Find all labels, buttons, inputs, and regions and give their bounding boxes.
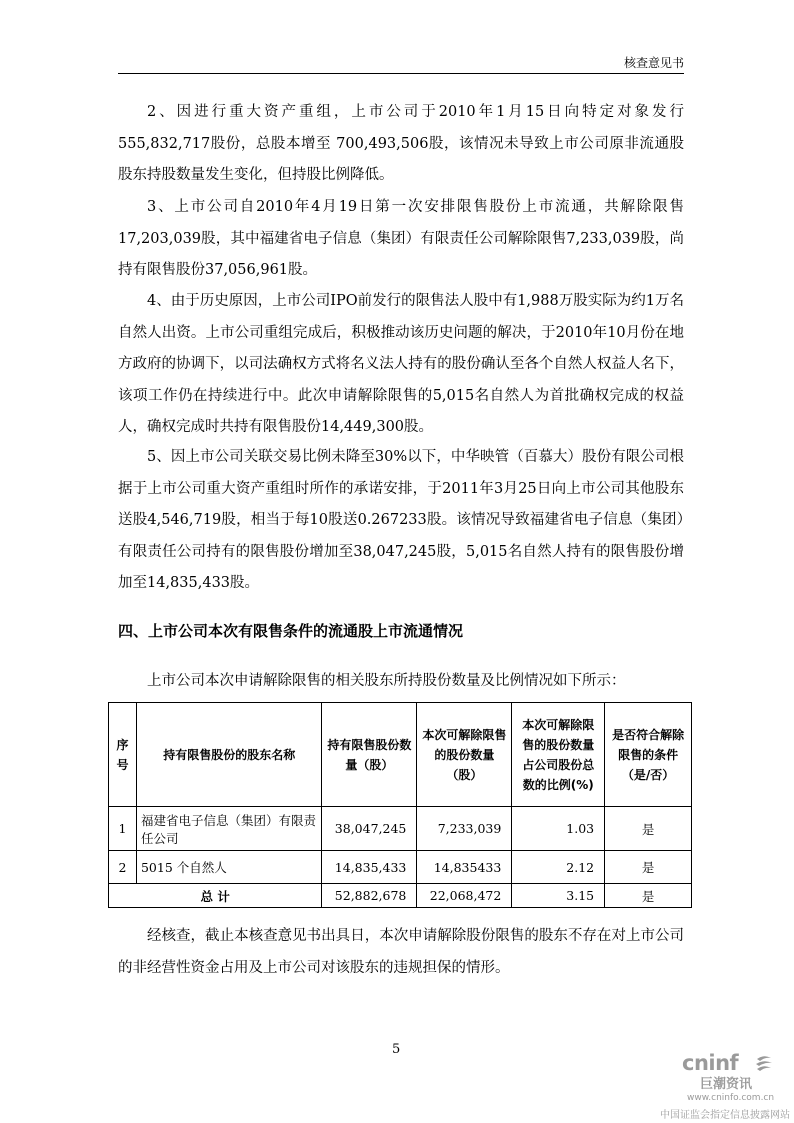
cninfo-watermark-logo xyxy=(660,1045,794,1123)
table-total-row xyxy=(109,884,692,908)
paragraph-3: 3、上市公司自2010年4月19日第一次安排限售股份上市流通，共解除限售17,203,039股，其中福建省电子信息（集团）有限责任公司解除限售7,233,039股，尚持有限售股份37,056,961股。 xyxy=(118,199,684,278)
total-held: 52,882,678 xyxy=(322,884,417,908)
row-ratio: 1.03 xyxy=(512,807,605,851)
paragraph-4: 4、由于历史原因，上市公司IPO前发行的限售法人股中有1,988万股实际为约1万名自然人出资。上市公司重组完成后，积极推动该历史问题的解决，于2010年10月份在地方政府的协调下，以司法确权方式将名义法人持有的股份确认至各个自然人权益人名下，该项工作仍在持续进行中。此次申请解除限售的5,015名自然人为首批确权完成的权益人，确权完成时共持有限售股份14,449,300股。 xyxy=(118,293,684,435)
section-heading: 四、上市公司本次有限售条件的流通股上市流通情况 xyxy=(118,622,464,640)
paragraph-5: 5、因上市公司关联交易比例未降至30%以下，中华映管（百慕大）股份有限公司根据于上市公司重大资产重组时所作的承诺安排，于2011年3月25日向上市公司其他股东送股4,546,719股，相当于每10股送0.267233股。该情况导致福建省电子信息（集团）有限责任公司持有的限售股份增加至38,047,245股，5,015名自然人持有的限售股份增加至14,835,433股。 xyxy=(118,449,684,591)
logo-brand-text: cninf xyxy=(682,1051,739,1075)
row-name: 5015 个自然人 xyxy=(136,851,321,884)
total-release: 22,068,472 xyxy=(417,884,512,908)
header-ratio: 本次可解除限售的股份数量占公司股份总数的比例(%) xyxy=(512,703,605,807)
page-number: 5 xyxy=(392,1042,401,1057)
document-header-title: 核查意见书 xyxy=(623,56,684,70)
logo-url: www.cninfo.com.cn xyxy=(687,1093,775,1103)
row-ratio: 2.12 xyxy=(512,851,605,884)
header-divider xyxy=(118,73,684,74)
swirl-icon xyxy=(754,1053,774,1073)
table-header-row xyxy=(109,703,692,807)
total-label: 总 计 xyxy=(109,884,322,908)
row-held: 38,047,245 xyxy=(322,807,417,851)
conclusion-paragraph: 经核查，截止本核查意见书出具日，本次申请解除股份限售的股东不存在对上市公司的非经营性资金占用及上市公司对该股东的违规担保的情形。 xyxy=(118,928,684,976)
row-name: 福建省电子信息（集团）有限责任公司 xyxy=(136,807,321,851)
table-row xyxy=(109,807,692,851)
row-release: 7,233,039 xyxy=(417,807,512,851)
header-name: 持有限售股份的股东名称 xyxy=(136,703,321,807)
row-compliant: 是 xyxy=(605,807,692,851)
logo-tagline: 中国证监会指定信息披露网站 xyxy=(660,1110,790,1121)
header-release: 本次可解除限售的股份数量（股） xyxy=(417,703,512,807)
table-intro: 上市公司本次申请解除限售的相关股东所持股份数量及比例情况如下所示： xyxy=(147,673,626,689)
row-no: 2 xyxy=(109,851,137,884)
paragraph-2: 2、因进行重大资产重组，上市公司于2010年1月15日向特定对象发行555,832,717股份，总股本增至 700,493,506股，该情况未导致上市公司原非流通股股东持股数量发生变化，但持股比例降低。 xyxy=(118,104,684,183)
total-ratio: 3.15 xyxy=(512,884,605,908)
header-held: 持有限售股份数量（股） xyxy=(322,703,417,807)
row-release: 14,835433 xyxy=(417,851,512,884)
header-no: 序号 xyxy=(109,703,137,807)
row-held: 14,835,433 xyxy=(322,851,417,884)
table-row xyxy=(109,851,692,884)
header-compliant: 是否符合解除限售的条件（是/否） xyxy=(605,703,692,807)
logo-chinese-name: 巨潮资讯 xyxy=(700,1077,753,1092)
shareholder-table xyxy=(108,702,692,908)
total-compliant: 是 xyxy=(605,884,692,908)
row-no: 1 xyxy=(109,807,137,851)
row-compliant: 是 xyxy=(605,851,692,884)
